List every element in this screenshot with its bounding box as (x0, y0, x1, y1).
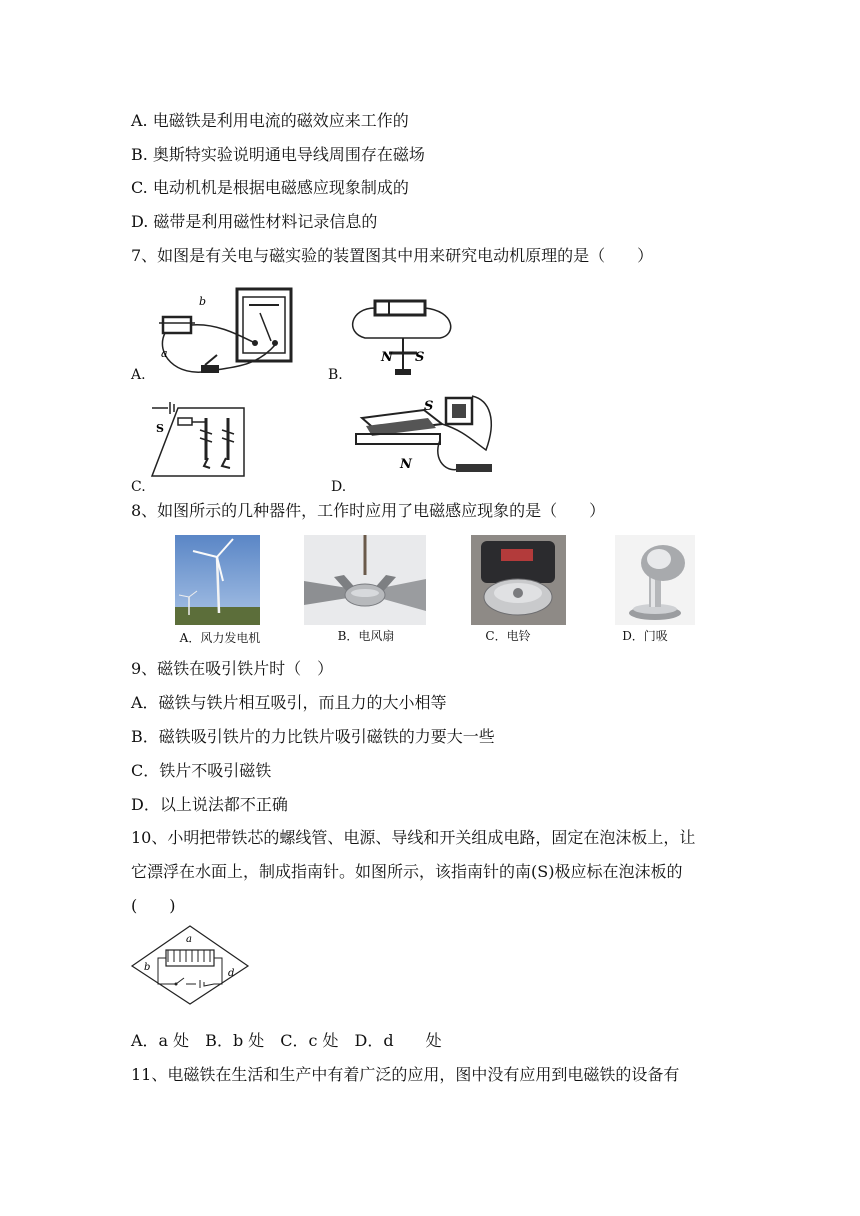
q7-label-a: A. (131, 367, 146, 383)
q7-label-d: D. (331, 479, 347, 495)
q10-bracket: ( ) (131, 896, 176, 915)
q7-fig-b-letter-s: S (415, 350, 425, 365)
q10-stem-line2: 它漂浮在水面上，制成指南针。如图所示，该指南针的南(S)极应标在泡沫板的 (131, 862, 683, 881)
q6-option-a: A. 电磁铁是利用电流的磁效应来工作的 (131, 111, 409, 130)
q8-caption-b: B．电风扇 (337, 629, 395, 643)
q7-fig-d-letter-n: N (400, 457, 412, 472)
q8-caption-c: C．电铃 (485, 629, 531, 643)
q10-fig-letter-a: a (186, 934, 192, 945)
door-stopper-image (615, 535, 695, 625)
q7-fig-a-letter-b: b (199, 295, 207, 308)
q9-option-c: C．铁片不吸引磁铁 (131, 761, 272, 780)
q10-fig-letter-d: d (228, 968, 235, 979)
q7-fig-a-letter-a: a (161, 347, 168, 360)
q10-fig-letter-b: b (144, 962, 151, 973)
q7-label-b: B. (328, 367, 343, 383)
q7-figure-a (155, 283, 300, 383)
q9-stem: 9、磁铁在吸引铁片时（ ） (131, 659, 334, 678)
q9-option-a: A．磁铁与铁片相互吸引，而且力的大小相等 (131, 693, 447, 712)
q7-stem: 7、如图是有关电与磁实验的装置图其中用来研究电动机原理的是（ ） (131, 246, 654, 265)
q7-fig-c-letter-s: S (156, 422, 164, 435)
q7-figure-c (148, 400, 248, 480)
q8-stem: 8、如图所示的几种器件，工作时应用了电磁感应现象的是（ ） (131, 501, 606, 520)
q7-figure-b (345, 293, 460, 378)
q10-stem-line1: 10、小明把带铁芯的螺线管、电源、导线和开关组成电路，固定在泡沫板上，让 (131, 828, 696, 847)
q7-fig-b-letter-n: N (381, 350, 393, 365)
q7-figure-d (352, 390, 502, 490)
q11-stem: 11、电磁铁在生活和生产中有着广泛的应用，图中没有应用到电磁铁的设备有 (131, 1065, 680, 1084)
q6-option-c: C. 电动机机是根据电磁感应现象制成的 (131, 178, 409, 197)
electric-bell-image (471, 535, 566, 625)
q9-option-d: D．以上说法都不正确 (131, 795, 288, 814)
ceiling-fan-image (304, 535, 426, 625)
q8-caption-d: D．门吸 (622, 629, 668, 643)
q10-options: A．a 处 B．b 处 C．c 处 D．d 处 (131, 1031, 442, 1050)
q7-fig-d-letter-s: S (424, 399, 434, 414)
q10-figure-compass-board (128, 922, 252, 1008)
q6-option-b: B. 奥斯特实验说明通电导线周围存在磁场 (131, 145, 425, 164)
q8-caption-a: A．风力发电机 (179, 631, 261, 645)
wind-turbine-image (175, 535, 260, 625)
q9-option-b: B．磁铁吸引铁片的力比铁片吸引磁铁的力要大一些 (131, 727, 495, 746)
q6-option-d: D. 磁带是利用磁性材料记录信息的 (131, 212, 378, 231)
q7-label-c: C. (131, 479, 146, 495)
